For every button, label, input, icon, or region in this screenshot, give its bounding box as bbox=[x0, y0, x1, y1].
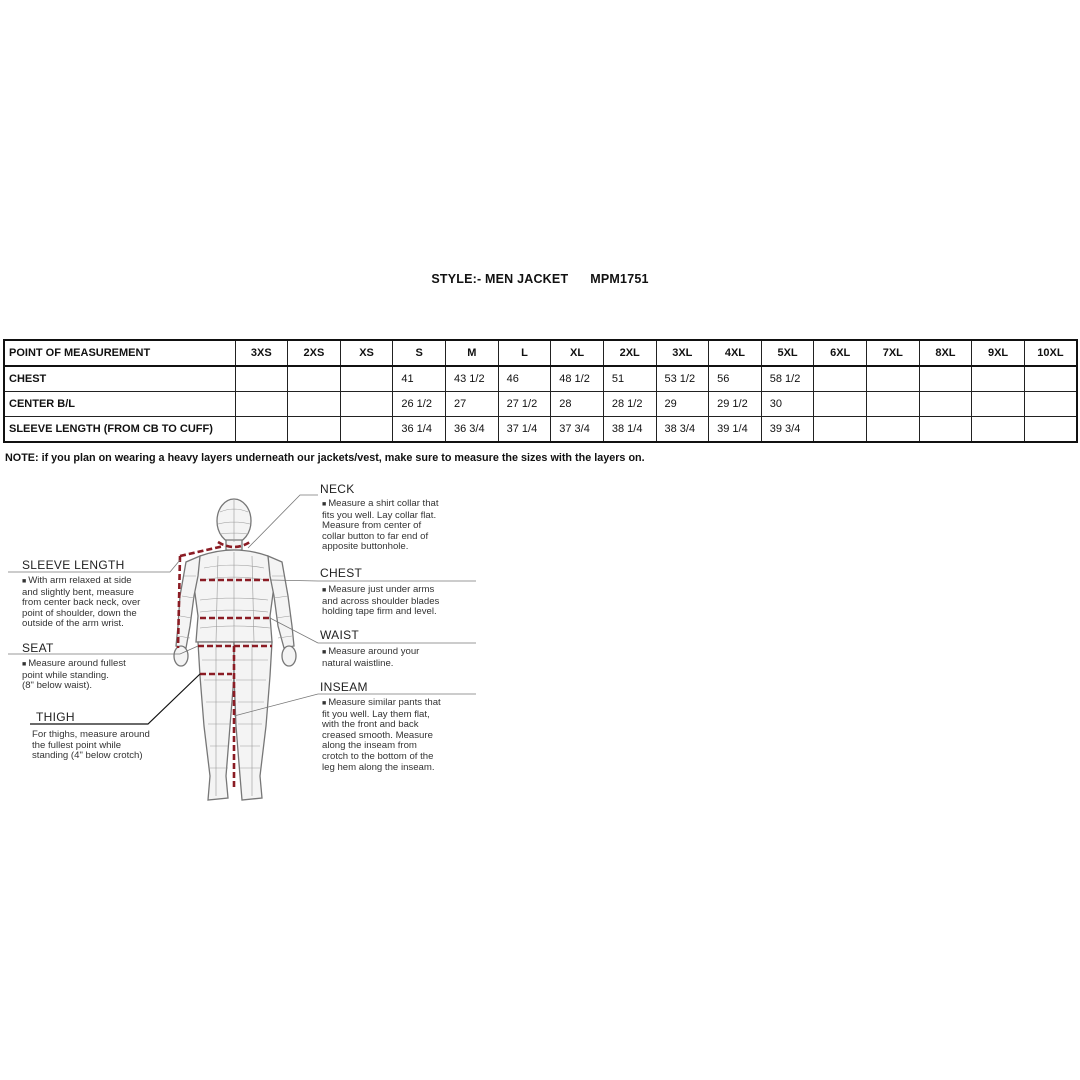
table-cell bbox=[867, 392, 920, 417]
chest-leader-line bbox=[270, 580, 476, 581]
figure-hand-right bbox=[282, 646, 296, 666]
chest-description: ■ Measure just under arms and across shoulder blades holding tape firm and level. bbox=[322, 584, 440, 618]
table-row-chest bbox=[4, 366, 1077, 392]
table-cell: 38 1/4 bbox=[603, 417, 656, 443]
table-cell bbox=[972, 417, 1025, 443]
table-cell bbox=[814, 417, 867, 443]
column-header: L bbox=[498, 340, 551, 366]
waist-leader-line bbox=[270, 618, 476, 643]
table-cell: 53 1/2 bbox=[656, 366, 709, 392]
bullet-marker: ■ bbox=[22, 578, 29, 585]
table-cell bbox=[340, 392, 393, 417]
column-header: 3XS bbox=[235, 340, 288, 366]
layering-note: NOTE: if you plan on wearing a heavy layers underneath our jackets/vest, make sure to measure the sizes with the layers on. bbox=[5, 452, 645, 464]
table-cell: 27 1/2 bbox=[498, 392, 551, 417]
bullet-marker: ■ bbox=[322, 700, 329, 707]
row-label: CENTER B/L bbox=[4, 392, 235, 417]
waist-heading: WAIST bbox=[320, 628, 360, 642]
neck-heading: NECK bbox=[320, 482, 355, 496]
size-chart-table bbox=[3, 339, 1078, 443]
column-header: XS bbox=[340, 340, 393, 366]
table-header-row bbox=[4, 340, 1077, 366]
table-cell: 36 1/4 bbox=[393, 417, 446, 443]
column-header: S bbox=[393, 340, 446, 366]
table-cell bbox=[972, 392, 1025, 417]
thigh-description: For thighs, measure around the fullest point while standing (4" below crotch) bbox=[32, 729, 150, 762]
neck-leader-line bbox=[248, 495, 318, 548]
table-cell bbox=[867, 417, 920, 443]
table-cell bbox=[288, 417, 341, 443]
table-cell: 46 bbox=[498, 366, 551, 392]
table-cell bbox=[972, 366, 1025, 392]
table-cell: 37 1/4 bbox=[498, 417, 551, 443]
table-cell bbox=[919, 417, 972, 443]
table-cell: 37 3/4 bbox=[551, 417, 604, 443]
table-cell: 28 1/2 bbox=[603, 392, 656, 417]
table-cell bbox=[867, 366, 920, 392]
table-cell bbox=[919, 366, 972, 392]
table-cell bbox=[288, 366, 341, 392]
seat-description: ■ Measure around fullest point while standing. (8" below waist). bbox=[22, 658, 126, 692]
inseam-description: ■ Measure similar pants that fit you well. Lay them flat, with the front and back creased smooth. Measure along the inseam from crotch to the bottom of the leg hem along the inseam. bbox=[322, 697, 441, 773]
measurement-guide bbox=[0, 476, 480, 816]
column-header: 5XL bbox=[761, 340, 814, 366]
column-header: 4XL bbox=[709, 340, 762, 366]
sleeve-length-description: ■ With arm relaxed at side and slightly bent, measure from center back neck, over point of shoulder, down the outside of the arm wrist. bbox=[22, 575, 141, 630]
table-cell: 56 bbox=[709, 366, 762, 392]
table-cell bbox=[814, 392, 867, 417]
table-cell: 27 bbox=[446, 392, 499, 417]
table-cell bbox=[1024, 392, 1077, 417]
table-cell: 58 1/2 bbox=[761, 366, 814, 392]
column-header: 6XL bbox=[814, 340, 867, 366]
column-header: 10XL bbox=[1024, 340, 1077, 366]
style-label: STYLE:- MEN JACKET bbox=[431, 272, 569, 286]
table-row-center-bl bbox=[4, 392, 1077, 417]
figure-hand-left bbox=[174, 646, 188, 666]
table-cell: 39 1/4 bbox=[709, 417, 762, 443]
table-cell bbox=[235, 417, 288, 443]
table-cell bbox=[288, 392, 341, 417]
style-code: MPM1751 bbox=[590, 272, 649, 286]
row-label: CHEST bbox=[4, 366, 235, 392]
column-header: 2XS bbox=[288, 340, 341, 366]
table-cell: 48 1/2 bbox=[551, 366, 604, 392]
table-cell bbox=[919, 392, 972, 417]
bullet-marker: ■ bbox=[322, 649, 329, 656]
waist-description: ■ Measure around your natural waistline. bbox=[322, 646, 420, 669]
thigh-heading: THIGH bbox=[36, 710, 75, 724]
table-cell: 36 3/4 bbox=[446, 417, 499, 443]
table-cell bbox=[235, 366, 288, 392]
column-header: 7XL bbox=[867, 340, 920, 366]
neck-description: ■ Measure a shirt collar that fits you well. Lay collar flat. Measure from center of collar button to far end of apposite buttonhole. bbox=[322, 498, 439, 553]
column-header: XL bbox=[551, 340, 604, 366]
seat-heading: SEAT bbox=[22, 641, 54, 655]
chest-heading: CHEST bbox=[320, 566, 363, 580]
row-label: SLEEVE LENGTH (FROM CB TO CUFF) bbox=[4, 417, 235, 443]
table-cell: 28 bbox=[551, 392, 604, 417]
chart-title bbox=[0, 272, 1080, 286]
inseam-heading: INSEAM bbox=[320, 680, 368, 694]
table-cell bbox=[814, 366, 867, 392]
figure-leg-right bbox=[234, 642, 272, 800]
table-cell bbox=[235, 392, 288, 417]
column-header: 3XL bbox=[656, 340, 709, 366]
bullet-marker: ■ bbox=[322, 587, 329, 594]
bullet-marker: ■ bbox=[322, 501, 329, 508]
table-cell bbox=[340, 366, 393, 392]
table-cell: 41 bbox=[393, 366, 446, 392]
table-cell: 29 bbox=[656, 392, 709, 417]
column-header: 8XL bbox=[919, 340, 972, 366]
table-cell: 51 bbox=[603, 366, 656, 392]
table-cell bbox=[1024, 417, 1077, 443]
table-cell: 26 1/2 bbox=[393, 392, 446, 417]
table-cell: 30 bbox=[761, 392, 814, 417]
table-row-sleeve-length bbox=[4, 417, 1077, 443]
column-header: 2XL bbox=[603, 340, 656, 366]
table-cell: 39 3/4 bbox=[761, 417, 814, 443]
column-header: 9XL bbox=[972, 340, 1025, 366]
table-cell bbox=[340, 417, 393, 443]
table-cell: 29 1/2 bbox=[709, 392, 762, 417]
column-header: M bbox=[446, 340, 499, 366]
column-header: POINT OF MEASUREMENT bbox=[4, 340, 235, 366]
table-cell bbox=[1024, 366, 1077, 392]
table-cell: 38 3/4 bbox=[656, 417, 709, 443]
table-cell: 43 1/2 bbox=[446, 366, 499, 392]
sleeve-length-heading: SLEEVE LENGTH bbox=[22, 558, 125, 572]
bullet-marker: ■ bbox=[22, 661, 29, 668]
